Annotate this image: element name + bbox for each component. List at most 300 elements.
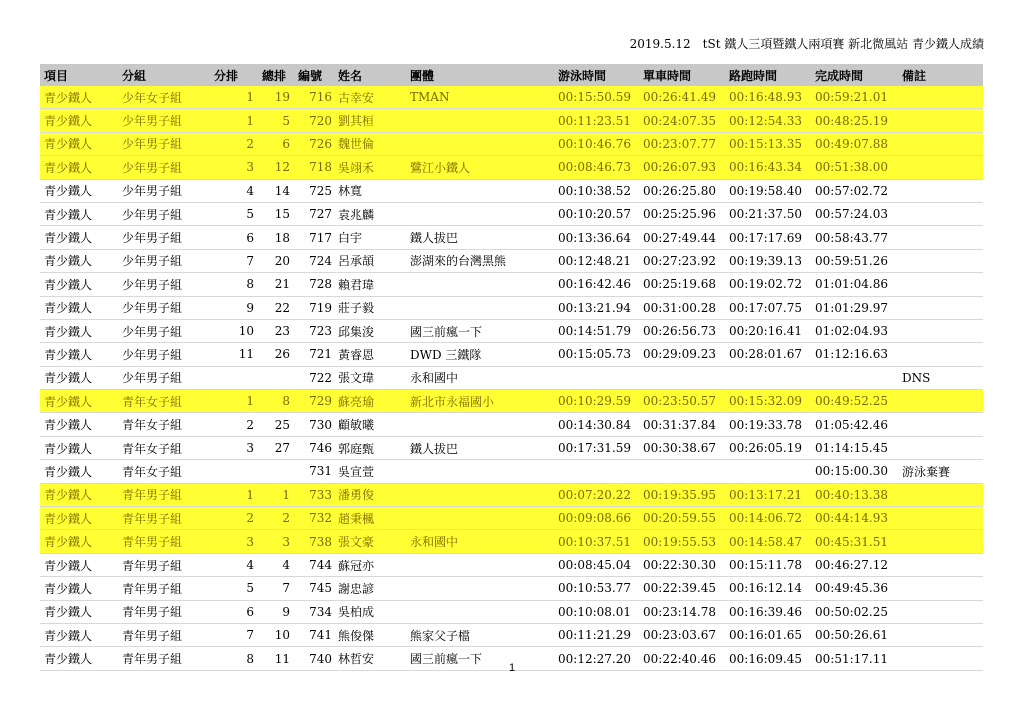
page-number: 1 (508, 662, 516, 674)
cell-name: 古幸安 (334, 86, 406, 109)
cell-bib: 723 (294, 319, 334, 342)
table-row (40, 553, 983, 576)
column-header-bike-time: 單車時間 (639, 64, 725, 86)
cell-bib: 727 (294, 202, 334, 225)
cell-overall-rank: 3 (258, 530, 294, 553)
cell-event: 青少鐵人 (40, 296, 118, 319)
cell-group: 青年女子組 (118, 460, 210, 483)
cell-event: 青少鐵人 (40, 553, 118, 576)
cell-event: 青少鐵人 (40, 436, 118, 459)
cell-remarks (898, 202, 983, 225)
cell-remarks (898, 156, 983, 179)
cell-overall-rank: 8 (258, 390, 294, 413)
cell-run-time: 00:21:37.50 (725, 202, 811, 225)
cell-event: 青少鐵人 (40, 390, 118, 413)
cell-group: 少年女子組 (118, 86, 210, 109)
cell-bike-time: 00:29:09.23 (639, 343, 725, 366)
cell-name: 張文瑋 (334, 366, 406, 389)
cell-name: 蘇亮瑜 (334, 390, 406, 413)
cell-bike-time: 00:31:00.28 (639, 296, 725, 319)
cell-team (406, 413, 554, 436)
cell-remarks (898, 413, 983, 436)
table-header-row (40, 64, 983, 86)
cell-finish-time: 00:58:43.77 (811, 226, 898, 249)
cell-event: 青少鐵人 (40, 483, 118, 506)
cell-group-rank: 4 (210, 553, 258, 576)
table-row (40, 507, 983, 530)
cell-overall-rank: 19 (258, 86, 294, 109)
cell-group: 少年男子組 (118, 156, 210, 179)
cell-run-time (725, 366, 811, 389)
cell-swim-time: 00:15:05.73 (554, 343, 639, 366)
cell-overall-rank: 7 (258, 577, 294, 600)
cell-overall-rank: 10 (258, 623, 294, 646)
cell-name: 郭庭甄 (334, 436, 406, 459)
cell-finish-time (811, 366, 898, 389)
cell-swim-time: 00:14:51.79 (554, 319, 639, 342)
cell-group-rank: 1 (210, 86, 258, 109)
cell-team (406, 483, 554, 506)
cell-bib: 738 (294, 530, 334, 553)
cell-group: 少年男子組 (118, 226, 210, 249)
column-header-overall-rank: 總排 (258, 64, 294, 86)
cell-group-rank: 3 (210, 436, 258, 459)
cell-remarks (898, 273, 983, 296)
cell-bib: 720 (294, 109, 334, 132)
cell-swim-time (554, 460, 639, 483)
cell-group: 青年男子組 (118, 483, 210, 506)
cell-group: 青年男子組 (118, 600, 210, 623)
cell-bike-time: 00:23:07.77 (639, 132, 725, 155)
cell-bib: 745 (294, 577, 334, 600)
cell-overall-rank: 4 (258, 553, 294, 576)
cell-group-rank: 7 (210, 249, 258, 272)
cell-team: 鐵人拔巴 (406, 436, 554, 459)
cell-run-time: 00:16:43.34 (725, 156, 811, 179)
cell-bib: 744 (294, 553, 334, 576)
cell-run-time: 00:13:17.21 (725, 483, 811, 506)
cell-overall-rank: 14 (258, 179, 294, 202)
cell-finish-time: 00:59:51.26 (811, 249, 898, 272)
cell-run-time: 00:12:54.33 (725, 109, 811, 132)
cell-group-rank: 1 (210, 390, 258, 413)
column-header-team: 團體 (406, 64, 554, 86)
cell-bib: 730 (294, 413, 334, 436)
cell-event: 青少鐵人 (40, 343, 118, 366)
cell-overall-rank: 25 (258, 413, 294, 436)
cell-swim-time: 00:08:46.73 (554, 156, 639, 179)
cell-remarks (898, 577, 983, 600)
cell-swim-time: 00:11:21.29 (554, 623, 639, 646)
cell-bib: 734 (294, 600, 334, 623)
cell-swim-time: 00:12:27.20 (554, 647, 639, 670)
cell-team: TMAN (406, 86, 554, 109)
cell-event: 青少鐵人 (40, 273, 118, 296)
cell-finish-time: 01:01:29.97 (811, 296, 898, 319)
cell-finish-time: 00:57:02.72 (811, 179, 898, 202)
page-title: 2019.5.12 tSt 鐵人三項暨鐵人兩項賽 新北微風站 青少鐵人成績 (629, 37, 984, 51)
cell-group-rank: 7 (210, 623, 258, 646)
cell-remarks (898, 623, 983, 646)
cell-name: 劉其桓 (334, 109, 406, 132)
cell-bike-time: 00:22:30.30 (639, 553, 725, 576)
cell-team: DWD 三鐵隊 (406, 343, 554, 366)
cell-remarks (898, 296, 983, 319)
cell-name: 莊子毅 (334, 296, 406, 319)
table-row (40, 413, 983, 436)
cell-finish-time: 00:49:52.25 (811, 390, 898, 413)
cell-remarks (898, 249, 983, 272)
cell-run-time: 00:14:06.72 (725, 507, 811, 530)
cell-group-rank: 2 (210, 507, 258, 530)
cell-team: 鷺江小鐵人 (406, 156, 554, 179)
cell-bike-time (639, 366, 725, 389)
cell-bike-time: 00:26:25.80 (639, 179, 725, 202)
cell-bib: 729 (294, 390, 334, 413)
table-row (40, 460, 983, 483)
cell-bike-time: 00:19:35.95 (639, 483, 725, 506)
cell-overall-rank: 2 (258, 507, 294, 530)
cell-group: 青年男子組 (118, 530, 210, 553)
cell-group: 青年男子組 (118, 553, 210, 576)
cell-remarks (898, 226, 983, 249)
cell-name: 白宇 (334, 226, 406, 249)
cell-overall-rank: 26 (258, 343, 294, 366)
cell-event: 青少鐵人 (40, 202, 118, 225)
column-header-group-rank: 分排 (210, 64, 258, 86)
cell-team: 國三前瘋一下 (406, 647, 554, 670)
cell-team: 國三前瘋一下 (406, 319, 554, 342)
cell-swim-time: 00:12:48.21 (554, 249, 639, 272)
cell-name: 蘇冠亦 (334, 553, 406, 576)
cell-name: 顧敏曦 (334, 413, 406, 436)
cell-run-time: 00:20:16.41 (725, 319, 811, 342)
cell-finish-time: 00:49:07.88 (811, 132, 898, 155)
cell-run-time: 00:16:48.93 (725, 86, 811, 109)
cell-name: 吳柏成 (334, 600, 406, 623)
table-row (40, 483, 983, 506)
cell-run-time: 00:16:39.46 (725, 600, 811, 623)
cell-remarks (898, 86, 983, 109)
cell-event: 青少鐵人 (40, 156, 118, 179)
cell-group: 少年男子組 (118, 273, 210, 296)
cell-group-rank: 3 (210, 530, 258, 553)
cell-team (406, 179, 554, 202)
cell-run-time (725, 460, 811, 483)
cell-event: 青少鐵人 (40, 460, 118, 483)
results-table (40, 64, 983, 671)
cell-event: 青少鐵人 (40, 86, 118, 109)
table-row (40, 156, 983, 179)
table-row (40, 109, 983, 132)
cell-group: 少年男子組 (118, 296, 210, 319)
cell-name: 潘勇俊 (334, 483, 406, 506)
cell-bike-time: 00:20:59.55 (639, 507, 725, 530)
cell-remarks (898, 179, 983, 202)
cell-group-rank: 1 (210, 109, 258, 132)
cell-team (406, 600, 554, 623)
cell-group-rank: 5 (210, 577, 258, 600)
cell-swim-time: 00:15:50.59 (554, 86, 639, 109)
column-header-event: 項目 (40, 64, 118, 86)
column-header-name: 姓名 (334, 64, 406, 86)
cell-remarks: DNS (898, 366, 983, 389)
cell-name: 趙秉楓 (334, 507, 406, 530)
cell-group-rank: 8 (210, 647, 258, 670)
cell-swim-time: 00:10:38.52 (554, 179, 639, 202)
cell-swim-time: 00:13:21.94 (554, 296, 639, 319)
cell-bib: 725 (294, 179, 334, 202)
cell-event: 青少鐵人 (40, 623, 118, 646)
cell-bike-time: 00:25:19.68 (639, 273, 725, 296)
cell-run-time: 00:16:09.45 (725, 647, 811, 670)
cell-overall-rank (258, 460, 294, 483)
column-header-swim-time: 游泳時間 (554, 64, 639, 86)
cell-overall-rank (258, 366, 294, 389)
cell-name: 林寬 (334, 179, 406, 202)
cell-name: 黃睿恩 (334, 343, 406, 366)
cell-team: 澎湖來的台灣黑熊 (406, 249, 554, 272)
cell-finish-time: 00:59:21.01 (811, 86, 898, 109)
cell-remarks (898, 343, 983, 366)
cell-run-time: 00:26:05.19 (725, 436, 811, 459)
table-row (40, 390, 983, 413)
cell-name: 林哲安 (334, 647, 406, 670)
cell-bib: 728 (294, 273, 334, 296)
cell-event: 青少鐵人 (40, 600, 118, 623)
cell-overall-rank: 27 (258, 436, 294, 459)
cell-remarks (898, 132, 983, 155)
cell-group: 少年男子組 (118, 319, 210, 342)
cell-swim-time: 00:07:20.22 (554, 483, 639, 506)
cell-swim-time: 00:10:53.77 (554, 577, 639, 600)
cell-bib: 746 (294, 436, 334, 459)
cell-name: 賴君瑋 (334, 273, 406, 296)
cell-group-rank: 8 (210, 273, 258, 296)
cell-run-time: 00:19:58.40 (725, 179, 811, 202)
cell-group-rank: 2 (210, 132, 258, 155)
cell-bib: 724 (294, 249, 334, 272)
cell-finish-time: 01:01:04.86 (811, 273, 898, 296)
cell-run-time: 00:15:32.09 (725, 390, 811, 413)
table-row (40, 296, 983, 319)
cell-group-rank (210, 460, 258, 483)
cell-finish-time: 00:50:26.61 (811, 623, 898, 646)
cell-finish-time: 00:15:00.30 (811, 460, 898, 483)
cell-run-time: 00:19:02.72 (725, 273, 811, 296)
cell-run-time: 00:16:01.65 (725, 623, 811, 646)
cell-group-rank: 9 (210, 296, 258, 319)
cell-bike-time: 00:22:40.46 (639, 647, 725, 670)
cell-bib: 740 (294, 647, 334, 670)
cell-event: 青少鐵人 (40, 647, 118, 670)
cell-team (406, 132, 554, 155)
cell-team: 新北市永福國小 (406, 390, 554, 413)
table-row (40, 343, 983, 366)
cell-bike-time: 00:26:07.93 (639, 156, 725, 179)
cell-name: 呂承頡 (334, 249, 406, 272)
cell-overall-rank: 9 (258, 600, 294, 623)
cell-bike-time: 00:27:23.92 (639, 249, 725, 272)
cell-bib: 719 (294, 296, 334, 319)
column-header-finish-time: 完成時間 (811, 64, 898, 86)
table-row (40, 577, 983, 600)
cell-bib: 716 (294, 86, 334, 109)
cell-remarks (898, 109, 983, 132)
cell-group: 少年男子組 (118, 249, 210, 272)
cell-finish-time: 01:14:15.45 (811, 436, 898, 459)
cell-finish-time: 00:51:38.00 (811, 156, 898, 179)
cell-bib: 717 (294, 226, 334, 249)
cell-swim-time: 00:08:45.04 (554, 553, 639, 576)
cell-group: 少年男子組 (118, 366, 210, 389)
cell-bib: 722 (294, 366, 334, 389)
cell-event: 青少鐵人 (40, 226, 118, 249)
table-row (40, 530, 983, 553)
cell-overall-rank: 11 (258, 647, 294, 670)
cell-finish-time: 00:45:31.51 (811, 530, 898, 553)
cell-bike-time: 00:24:07.35 (639, 109, 725, 132)
cell-team (406, 273, 554, 296)
cell-group-rank: 5 (210, 202, 258, 225)
cell-finish-time: 01:12:16.63 (811, 343, 898, 366)
cell-group: 少年男子組 (118, 343, 210, 366)
cell-finish-time: 00:49:45.36 (811, 577, 898, 600)
cell-finish-time: 00:46:27.12 (811, 553, 898, 576)
cell-group: 青年男子組 (118, 647, 210, 670)
cell-bike-time: 00:30:38.67 (639, 436, 725, 459)
cell-overall-rank: 23 (258, 319, 294, 342)
cell-remarks (898, 436, 983, 459)
cell-bike-time: 00:23:03.67 (639, 623, 725, 646)
cell-event: 青少鐵人 (40, 530, 118, 553)
cell-group-rank: 11 (210, 343, 258, 366)
cell-overall-rank: 5 (258, 109, 294, 132)
cell-overall-rank: 12 (258, 156, 294, 179)
cell-name: 吳宣萱 (334, 460, 406, 483)
cell-team (406, 460, 554, 483)
cell-team: 永和國中 (406, 366, 554, 389)
cell-overall-rank: 22 (258, 296, 294, 319)
cell-bib: 741 (294, 623, 334, 646)
cell-event: 青少鐵人 (40, 109, 118, 132)
cell-group: 青年男子組 (118, 577, 210, 600)
cell-team (406, 553, 554, 576)
table-row (40, 132, 983, 155)
cell-group: 青年男子組 (118, 623, 210, 646)
table-row (40, 436, 983, 459)
cell-remarks (898, 390, 983, 413)
cell-team (406, 202, 554, 225)
cell-bike-time: 00:31:37.84 (639, 413, 725, 436)
column-header-bib: 編號 (294, 64, 334, 86)
cell-bike-time (639, 460, 725, 483)
cell-overall-rank: 1 (258, 483, 294, 506)
cell-event: 青少鐵人 (40, 577, 118, 600)
cell-event: 青少鐵人 (40, 507, 118, 530)
cell-swim-time: 00:09:08.66 (554, 507, 639, 530)
cell-swim-time: 00:10:20.57 (554, 202, 639, 225)
cell-name: 魏世倫 (334, 132, 406, 155)
cell-run-time: 00:15:13.35 (725, 132, 811, 155)
cell-swim-time: 00:11:23.51 (554, 109, 639, 132)
cell-event: 青少鐵人 (40, 179, 118, 202)
cell-bike-time: 00:27:49.44 (639, 226, 725, 249)
cell-bib: 732 (294, 507, 334, 530)
cell-team: 永和國中 (406, 530, 554, 553)
cell-group-rank: 3 (210, 156, 258, 179)
cell-team (406, 296, 554, 319)
cell-group: 青年男子組 (118, 507, 210, 530)
cell-group-rank: 6 (210, 600, 258, 623)
cell-team: 鐵人拔巴 (406, 226, 554, 249)
cell-bike-time: 00:23:50.57 (639, 390, 725, 413)
table-row (40, 202, 983, 225)
cell-finish-time: 00:57:24.03 (811, 202, 898, 225)
cell-group-rank: 1 (210, 483, 258, 506)
cell-group: 少年男子組 (118, 109, 210, 132)
cell-remarks (898, 507, 983, 530)
column-header-run-time: 路跑時間 (725, 64, 811, 86)
cell-name: 張文豪 (334, 530, 406, 553)
cell-team (406, 507, 554, 530)
cell-swim-time: 00:13:36.64 (554, 226, 639, 249)
cell-run-time: 00:19:39.13 (725, 249, 811, 272)
cell-group-rank: 4 (210, 179, 258, 202)
cell-run-time: 00:14:58.47 (725, 530, 811, 553)
cell-swim-time: 00:17:31.59 (554, 436, 639, 459)
cell-event: 青少鐵人 (40, 319, 118, 342)
cell-group: 少年男子組 (118, 179, 210, 202)
table-row (40, 623, 983, 646)
cell-swim-time: 00:10:08.01 (554, 600, 639, 623)
cell-swim-time: 00:10:29.59 (554, 390, 639, 413)
cell-swim-time: 00:10:46.76 (554, 132, 639, 155)
cell-finish-time: 00:40:13.38 (811, 483, 898, 506)
cell-run-time: 00:28:01.67 (725, 343, 811, 366)
cell-overall-rank: 18 (258, 226, 294, 249)
cell-remarks (898, 319, 983, 342)
cell-name: 邱集浚 (334, 319, 406, 342)
cell-swim-time: 00:14:30.84 (554, 413, 639, 436)
cell-swim-time (554, 366, 639, 389)
cell-group-rank (210, 366, 258, 389)
cell-team (406, 109, 554, 132)
cell-event: 青少鐵人 (40, 366, 118, 389)
cell-bib: 721 (294, 343, 334, 366)
cell-name: 吳翊禾 (334, 156, 406, 179)
cell-group-rank: 6 (210, 226, 258, 249)
cell-bike-time: 00:26:56.73 (639, 319, 725, 342)
column-header-group: 分組 (118, 64, 210, 86)
cell-overall-rank: 20 (258, 249, 294, 272)
cell-bib: 718 (294, 156, 334, 179)
cell-remarks (898, 483, 983, 506)
cell-bib: 733 (294, 483, 334, 506)
table-row (40, 600, 983, 623)
cell-bike-time: 00:19:55.53 (639, 530, 725, 553)
cell-run-time: 00:17:17.69 (725, 226, 811, 249)
table-row (40, 226, 983, 249)
cell-overall-rank: 15 (258, 202, 294, 225)
cell-group: 青年女子組 (118, 436, 210, 459)
cell-event: 青少鐵人 (40, 249, 118, 272)
column-header-remarks: 備註 (898, 64, 983, 86)
cell-group: 青年女子組 (118, 413, 210, 436)
cell-group-rank: 2 (210, 413, 258, 436)
cell-event: 青少鐵人 (40, 413, 118, 436)
results-body (40, 86, 983, 670)
